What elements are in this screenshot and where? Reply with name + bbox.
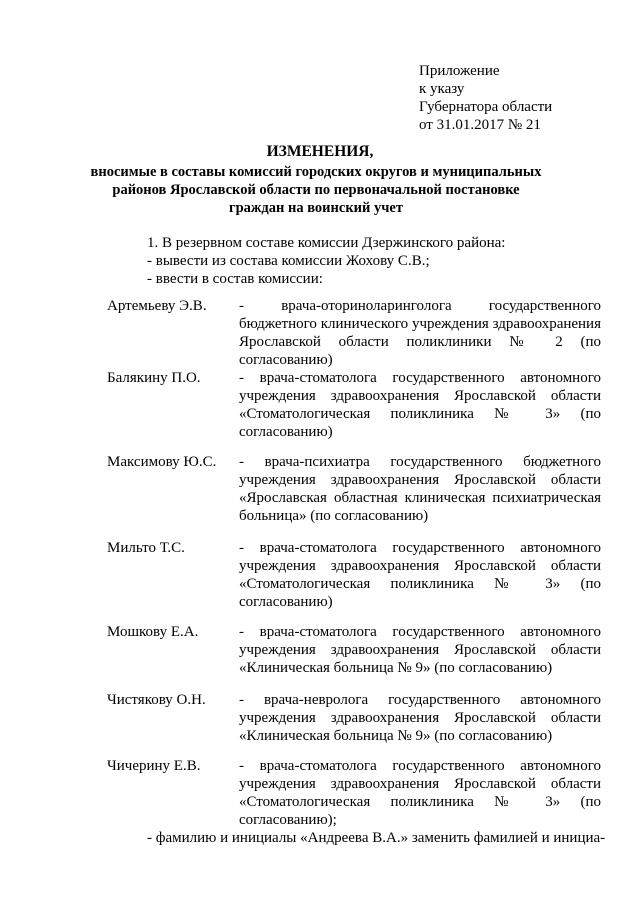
- member-name: Балякину П.О.: [107, 370, 201, 386]
- member-description: - врача-психиатра государственного бюджетного учреждения здравоохранения Ярославской области «Ярославская областная клиническая психиатрическая больница» (по согласованию): [239, 454, 601, 524]
- member-description: - врача-стоматолога государственного автономного учреждения здравоохранения Ярославской области «Клиническая больница № 9» (по согласованию): [239, 624, 601, 676]
- document-title: ИЗМЕНЕНИЯ,: [266, 143, 374, 160]
- member-description: - врача-невролога государственного автономного учреждения здравоохранения Ярославской области «Клиническая больница № 9» (по согласованию): [239, 692, 601, 744]
- appendix-line: от 31.01.2017 № 21: [419, 117, 541, 133]
- intro-line: 1. В резервном составе комиссии Дзержинского района:: [147, 235, 506, 251]
- member-name: Чичерину Е.В.: [107, 758, 201, 774]
- appendix-block: [419, 62, 552, 134]
- appendix-line: к указу: [419, 81, 465, 97]
- intro-line: - ввести в состав комиссии:: [147, 271, 323, 287]
- member-description: - врача-оториноларинголога государственного бюджетного клинического учреждения здравоохранения Ярославской области поликлиники № 2 (по согласованию): [239, 298, 601, 368]
- member-description: - врача-стоматолога государственного автономного учреждения здравоохранения Ярославской области «Стоматологическая поликлиника № 3» (по согласованию);: [239, 758, 601, 828]
- tail-line: - фамилию и инициалы «Андреева В.А.» заменить фамилией и инициа-: [147, 830, 606, 846]
- member-name: Максимову Ю.С.: [107, 454, 217, 470]
- member-description: - врача-стоматолога государственного автономного учреждения здравоохранения Ярославской области «Стоматологическая поликлиника № 3» (по согласованию): [239, 370, 601, 440]
- document-subtitle: вносимые в составы комиссий городских округов и муниципальных районов Ярославской области по первоначальной постановке граждан на воинский учет: [90, 164, 542, 216]
- member-description: - врача-стоматолога государственного автономного учреждения здравоохранения Ярославской области «Стоматологическая поликлиника № 3» (по согласованию): [239, 540, 601, 610]
- member-name: Артемьеву Э.В.: [107, 298, 207, 314]
- appendix-line: Губернатора области: [419, 99, 553, 115]
- intro-line: - вывести из состава комиссии Жохову С.В.;: [147, 253, 430, 269]
- intro-block: [147, 234, 505, 288]
- appendix-line: Приложение: [419, 63, 500, 79]
- member-name: Чистякову О.Н.: [107, 692, 206, 708]
- member-name: Мильто Т.С.: [107, 540, 185, 556]
- member-name: Мошкову Е.А.: [107, 624, 199, 640]
